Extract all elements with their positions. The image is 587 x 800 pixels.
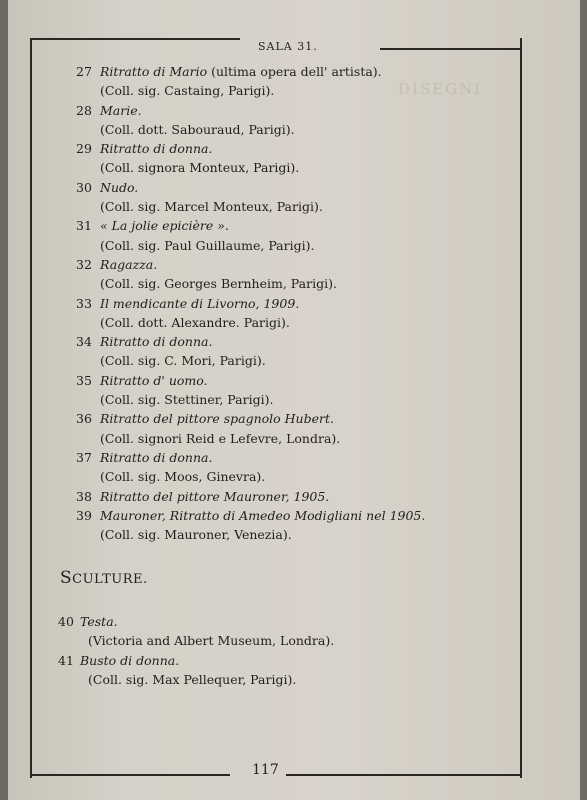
entry-number: 33 <box>76 295 92 311</box>
entry-number: 35 <box>76 372 92 388</box>
entry-number: 28 <box>76 102 92 118</box>
entry-title: Ritratto di donna. <box>100 449 213 465</box>
entry-collection: (Coll. sig. Moos, Ginevra). <box>100 469 266 485</box>
entry-number: 37 <box>76 449 92 465</box>
entry-number: 41 <box>58 652 74 668</box>
entry-number: 27 <box>76 64 92 79</box>
catalog-entry <box>58 506 498 545</box>
section-title <box>60 568 148 588</box>
entry-title: Marie. <box>100 102 142 118</box>
entry-number: 32 <box>76 256 92 272</box>
entry-title: Busto di donna. <box>80 652 180 668</box>
entry-collection: (Coll. sig. Georges Bernheim, Parigi). <box>100 276 337 292</box>
entry-title-line <box>58 409 498 428</box>
entry-title: Ritratto di Mario <box>100 64 208 79</box>
painting-entries <box>58 62 498 544</box>
entry-collection: (Coll. sig. Marcel Monteux, Parigi). <box>100 199 323 215</box>
entry-collection: (Coll. sig. Max Pellequer, Parigi). <box>88 671 297 687</box>
entry-title-line <box>58 371 498 390</box>
entry-collection: (Coll. dott. Alexandre. Parigi). <box>100 314 290 330</box>
entry-title-line <box>58 612 498 631</box>
entry-title: Nudo. <box>100 179 139 195</box>
entry-collection: (Coll. signora Monteux, Parigi). <box>100 160 300 176</box>
running-header: SALA 31. <box>258 40 318 53</box>
catalog-entry <box>58 332 498 371</box>
entry-number: 40 <box>58 614 74 629</box>
page-number: 117 <box>252 762 279 778</box>
entry-title-line <box>58 332 498 351</box>
entry-number: 36 <box>76 411 92 427</box>
entry-title: Ritratto del pittore Mauroner, 1905. <box>100 488 330 504</box>
catalog-entry <box>58 62 498 101</box>
entry-title-line <box>58 178 498 197</box>
bleed-through-text: DISEGNI <box>398 80 483 98</box>
catalog-entry <box>58 101 498 140</box>
entry-title-line <box>58 216 498 235</box>
entry-title-line <box>58 651 498 670</box>
entry-collection: (Coll. sig. Mauroner, Venezia). <box>100 527 292 543</box>
catalog-entry <box>58 178 498 217</box>
entry-title-line <box>58 255 498 274</box>
entry-title-line <box>58 139 498 158</box>
bottom-rule-left <box>30 774 230 776</box>
sculpture-entries <box>58 612 498 689</box>
entry-number: 31 <box>76 218 92 234</box>
entry-title: Ritratto di donna. <box>100 141 213 157</box>
catalog-entry <box>58 448 498 487</box>
entry-number: 29 <box>76 141 92 157</box>
section-title-rest: CULTURE. <box>72 572 148 587</box>
entry-title: « La jolie epicière ». <box>100 218 229 234</box>
entry-title: Mauroner, Ritratto di Amedeo Modigliani nel 1905. <box>100 507 426 523</box>
entry-collection: (Coll. sig. Castaing, Parigi). <box>100 83 275 99</box>
catalog-entry <box>58 255 498 294</box>
entry-number: 39 <box>76 507 92 523</box>
entry-title-line <box>58 101 498 120</box>
catalog-entry <box>58 487 498 506</box>
entry-title: Il mendicante di Livorno, 1909. <box>100 295 300 311</box>
entry-title-line <box>58 62 498 81</box>
entry-title-line <box>58 294 498 313</box>
bottom-rule-right <box>286 774 520 776</box>
entry-note: (ultima opera dell' artista). <box>207 64 382 79</box>
top-rule-right <box>380 48 520 50</box>
catalog-entry <box>58 294 498 333</box>
top-rule-left <box>30 38 240 40</box>
catalog-entry <box>58 612 498 651</box>
entry-collection: (Victoria and Albert Museum, Londra). <box>88 633 335 649</box>
entry-title-line <box>58 487 498 506</box>
entry-title: Testa. <box>80 614 118 629</box>
entry-title-line <box>58 448 498 467</box>
entry-title-line <box>58 506 498 525</box>
entry-title: Ragazza. <box>100 256 158 272</box>
entry-collection: (Coll. sig. Paul Guillaume, Parigi). <box>100 237 315 253</box>
catalog-entry <box>58 371 498 410</box>
catalog-entry <box>58 651 498 690</box>
entry-collection: (Coll. signori Reid e Lefevre, Londra). <box>100 430 341 446</box>
entry-collection: (Coll. sig. C. Mori, Parigi). <box>100 353 266 369</box>
entry-title: Ritratto di donna. <box>100 334 213 350</box>
entry-number: 30 <box>76 179 92 195</box>
entry-number: 38 <box>76 488 92 504</box>
entry-collection: (Coll. dott. Sabouraud, Parigi). <box>100 121 295 137</box>
catalog-entry <box>58 216 498 255</box>
entry-number: 34 <box>76 334 92 350</box>
catalog-entry <box>58 409 498 448</box>
entry-collection: (Coll. sig. Stettiner, Parigi). <box>100 392 274 408</box>
entry-title: Ritratto d' uomo. <box>100 372 208 388</box>
section-title-cap: S <box>60 568 73 588</box>
entry-title: Ritratto del pittore spagnolo Hubert. <box>100 411 334 427</box>
catalog-entry <box>58 139 498 178</box>
